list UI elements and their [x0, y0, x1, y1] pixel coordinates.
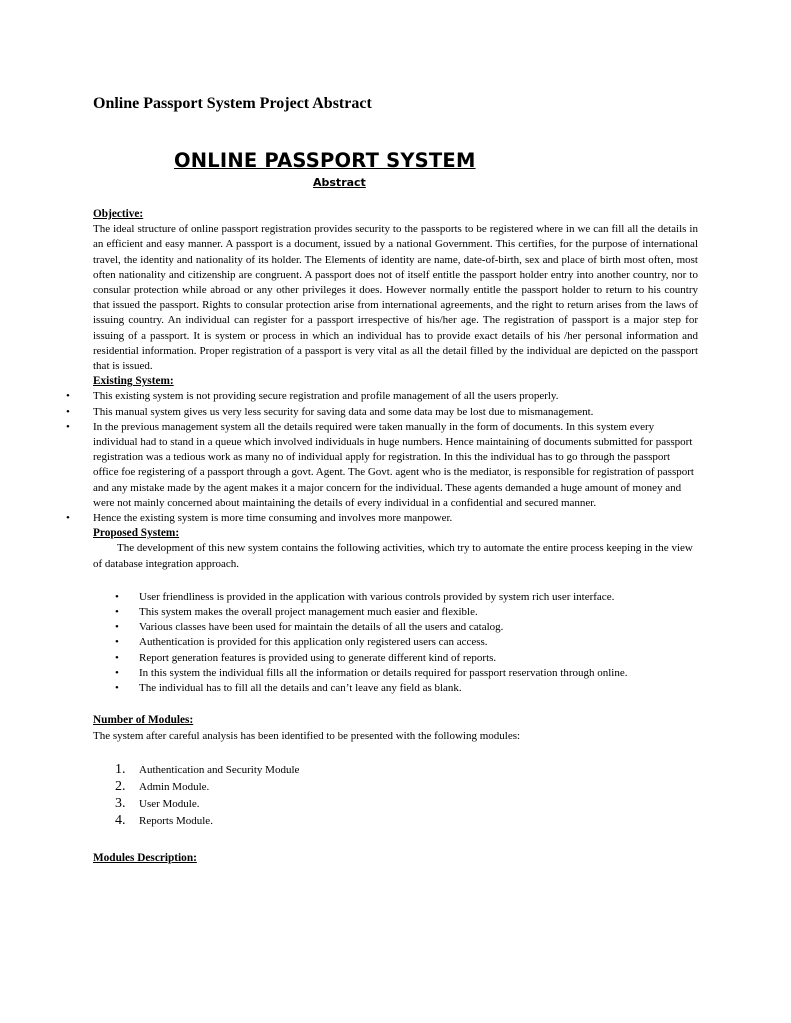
modules-description-heading: Modules Description: [93, 851, 197, 864]
document-body [66, 207, 698, 866]
existing-system-list [66, 389, 698, 526]
list-item [115, 590, 698, 605]
list-item [66, 420, 698, 511]
proposed-system-list [115, 590, 698, 696]
bullet-icon: • [66, 405, 70, 418]
list-item-text: In the previous management system all the details required were taken manually in the form of documents. In this system every individual had to stand in a queue which involved individuals in huge numbers. Hence maintaining of documents submitted for passport registration was a tedious work as many no of individual apply for registration. In this the individual has to go through the passport office foe registering of a passport through a govt. Agent. The Govt. agent who is the mediator, is responsible for registration of passport and any mistake made by the agent makes it a major concern for the individual. These agents demanded a huge amount of money and were not mainly concerned about maintaining the details of every individual in a confidential and secured manner. [93, 420, 694, 509]
list-item-text: Hence the existing system is more time consuming and involves more manpower. [93, 512, 453, 525]
proposed-system-heading: Proposed System: [93, 527, 180, 540]
objective-heading: Objective: [93, 208, 144, 220]
modules-heading: Number of Modules: [93, 714, 194, 727]
bullet-icon: • [115, 606, 119, 619]
list-item [115, 605, 698, 620]
list-item-text: Various classes have been used for maintain the details of all the users and catalog. [139, 621, 504, 634]
page-title: Online Passport System Project Abstract [93, 95, 372, 112]
list-item-text: The individual has to fill all the details and can’t leave any field as blank. [139, 682, 462, 695]
list-item [115, 778, 698, 797]
abstract-subtitle: Abstract [313, 176, 366, 189]
bullet-icon: • [66, 390, 70, 403]
list-item [115, 620, 698, 635]
bullet-icon: • [115, 636, 119, 649]
list-item-text: Report generation features is provided using to generate different kind of reports. [139, 651, 497, 664]
list-number: 1. [115, 761, 126, 777]
bullet-icon: • [115, 621, 119, 634]
bullet-icon: • [66, 512, 70, 525]
list-item-text: In this system the individual fills all the information or details required for passport reservation through online. [139, 666, 628, 679]
modules-intro: The system after careful analysis has been identified to be presented with the following modules: [93, 729, 521, 742]
bullet-icon: • [115, 682, 119, 695]
list-item [115, 812, 698, 831]
list-item-text: Reports Module. [139, 814, 213, 827]
list-item [115, 761, 698, 780]
list-number: 3. [115, 795, 126, 811]
list-item [66, 389, 698, 404]
list-item-text: This system makes the overall project management much easier and flexible. [139, 606, 478, 619]
list-item-text: Authentication and Security Module [139, 763, 300, 776]
list-number: 2. [115, 778, 126, 794]
list-item-text: This existing system is not providing secure registration and profile management of all the users properly. [93, 390, 559, 403]
list-item [115, 681, 698, 696]
main-title: ONLINE PASSPORT SYSTEM [174, 149, 476, 172]
bullet-icon: • [115, 590, 119, 603]
modules-list [115, 761, 698, 831]
list-number: 4. [115, 812, 126, 828]
list-item-text: User Module. [139, 797, 200, 810]
list-item-text: This manual system gives us very less security for saving data and some data may be lost due to mismanagement. [93, 405, 594, 418]
existing-system-heading: Existing System: [93, 375, 174, 388]
objective-paragraph: The ideal structure of online passport registration provides security to the passports to be registered where in we can fill all the details in an efficient and easy manner. A passport is a document, issued by a national Government. This certifies, for the purpose of international travel, the identity and nationality of its holder. The Elements of identity are name, date-of-birth, sex and place of birth most often, most often nationality and citizenship are congruent. A passport does not of itself entitle the passport holder entry into another country, nor to consular protection while abroad or any other privileges it does. However normally entitle the passport holder to return to his country that issued the passport. Rights to consular protection arise from international agreements, and the right to return arises from the laws of issuing country. An individual can register for a passport irrespective of his/her age. The registration of passport is a major step for issuing of a passport. It is system or process in which an individual has to provide exact details of his /her personal information and residential information. Proper registration of a passport is very vital as all the detail filled by the individual are depicted on the passport that is issued. [93, 223, 698, 373]
list-item-text: Authentication is provided for this application only registered users can access. [139, 636, 488, 649]
list-item [66, 405, 698, 420]
proposed-system-intro: The development of this new system contains the following activities, which try to automate the entire process keeping in the view of database integration approach. [93, 542, 693, 570]
bullet-icon: • [115, 666, 119, 679]
list-item-text: User friendliness is provided in the application with various controls provided by system rich user interface. [139, 590, 615, 603]
list-item [115, 635, 698, 650]
list-item [66, 511, 698, 526]
list-item-text: Admin Module. [139, 780, 210, 793]
list-item [115, 795, 698, 814]
list-item [115, 666, 698, 681]
list-item [115, 651, 698, 666]
bullet-icon: • [66, 420, 70, 433]
bullet-icon: • [115, 651, 119, 664]
